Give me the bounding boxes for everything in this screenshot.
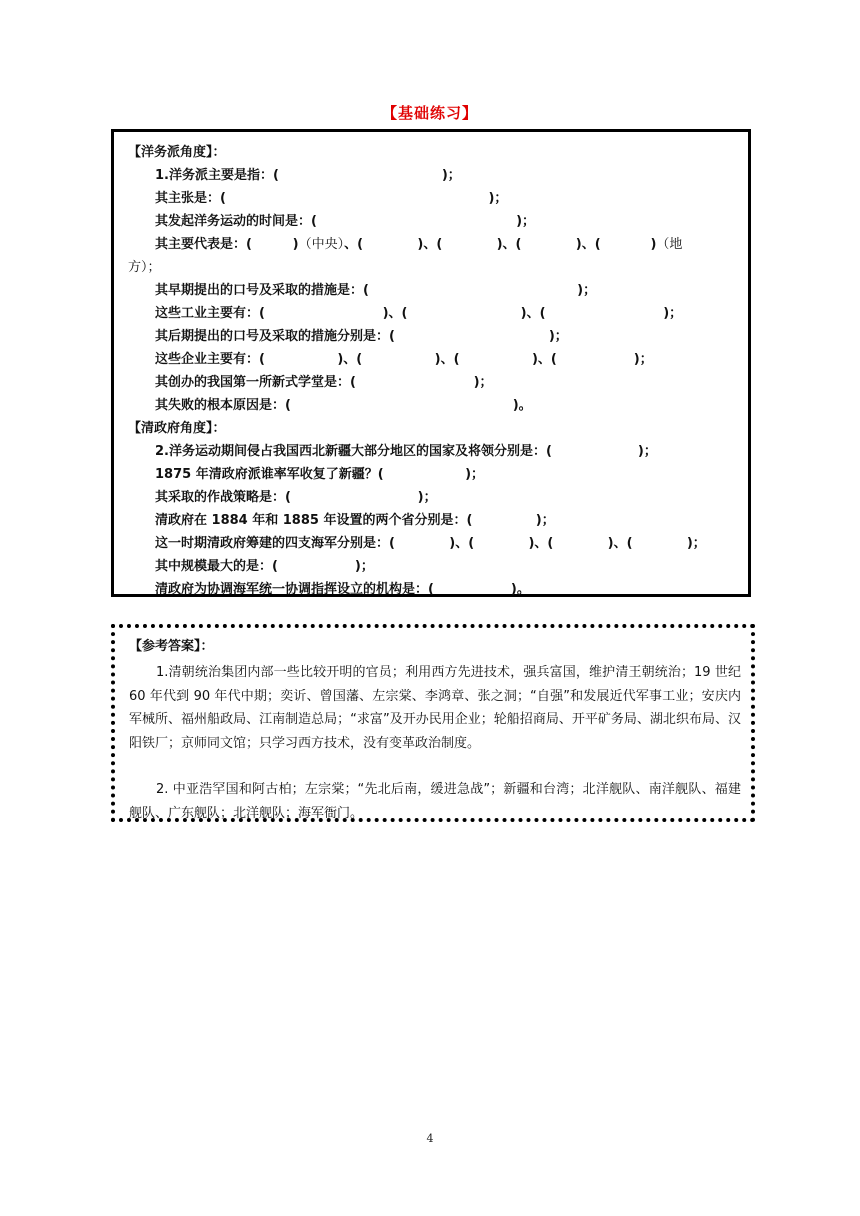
question-1-line-4 bbox=[155, 236, 682, 254]
page-number: 4 bbox=[426, 1132, 434, 1145]
question-2-line-5: 这一时期清政府筹建的四支海军分别是：( )、( )、( )、( )； bbox=[155, 536, 706, 551]
representatives-blanks: 、( )、( )、( )、( ) bbox=[344, 237, 657, 252]
question-1-line-3: 其发起洋务运动的时间是：( )； bbox=[155, 214, 536, 229]
question-1-line-8: 这些企业主要有：( )、( )、( )、( )； bbox=[155, 352, 653, 367]
question-1-line-9: 其创办的我国第一所新式学堂是：( )； bbox=[155, 375, 493, 390]
local-label-start: （地 bbox=[656, 237, 683, 252]
exercise-box bbox=[111, 129, 751, 597]
question-2-line-4: 清政府在 1884 年和 1885 年设置的两个省分别是：( )； bbox=[155, 513, 555, 528]
section-title: 【基础练习】 bbox=[381, 104, 478, 122]
question-1-line-5: 其早期提出的口号及采取的措施是：( )； bbox=[155, 283, 597, 298]
question-1-line-2: 其主张是：( )； bbox=[155, 191, 508, 206]
question-2-line-6: 其中规模最大的是：( )； bbox=[155, 559, 374, 574]
question-2-line-7: 清政府为协调海军统一协调指挥设立的机构是：( )。 bbox=[155, 582, 530, 597]
answer-box bbox=[111, 624, 755, 822]
heading-reference-answers: 【参考答案】： bbox=[129, 639, 214, 654]
question-1-line-6: 这些工业主要有：( )、( )、( )； bbox=[155, 306, 683, 321]
question-1-line-7: 其后期提出的口号及采取的措施分别是：( )； bbox=[155, 329, 568, 344]
question-1-line-10: 其失败的根本原因是：( )。 bbox=[155, 398, 532, 413]
answer-1: 1.清朝统治集团内部一些比较开明的官员；利用西方先进技术，强兵富国，维护清王朝统治；19 世纪 60 年代到 90 年代中期；奕䜣、曾国藩、左宗棠、李鸿章、张之洞；“自强”和发展近代军事工业；安庆内军械所、福州船政局、江南制造总局；“求富”及开办民用企业；轮船招商局、开平矿务局、湖北织布局、汉阳铁厂；京师同文馆；只学习西方技术，没有变革政治制度。 bbox=[129, 665, 741, 751]
question-1-line-4-cont: 方）； bbox=[128, 260, 161, 275]
question-2-line-1: 2.洋务运动期间侵占我国西北新疆大部分地区的国家及将领分别是：( )； bbox=[155, 444, 657, 459]
heading-qing-government: 【清政府角度】： bbox=[128, 421, 226, 436]
representatives-prefix: 其主要代表是：( ) bbox=[155, 237, 299, 252]
question-2-line-2: 1875 年清政府派谁率军收复了新疆？( )； bbox=[155, 467, 485, 482]
question-1-line-1: 1.洋务派主要是指：( )； bbox=[155, 168, 461, 183]
heading-westernization: 【洋务派角度】： bbox=[128, 145, 226, 160]
question-2-line-3: 其采取的作战策略是：( )； bbox=[155, 490, 437, 505]
answer-2: 2. 中亚浩罕国和阿古柏；左宗棠；“先北后南，缓进急战”；新疆和台湾；北洋舰队、南洋舰队、福建舰队、广东舰队；北洋舰队；海军衙门。 bbox=[129, 782, 741, 821]
central-label: （中央） bbox=[298, 237, 345, 252]
